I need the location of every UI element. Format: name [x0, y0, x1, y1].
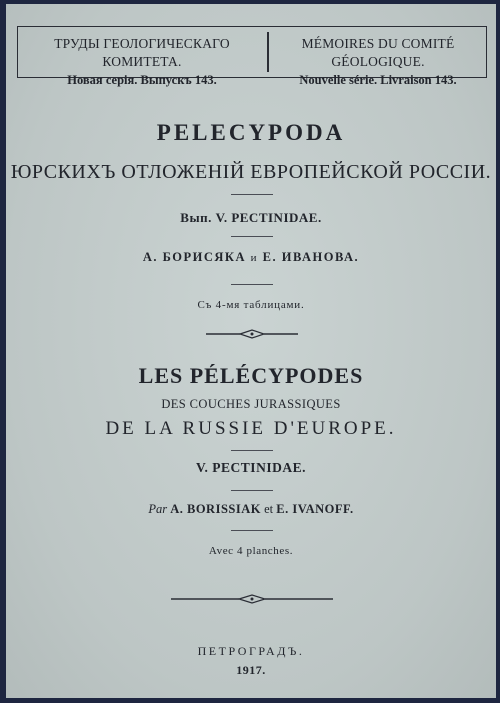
authors-ru: [6, 250, 496, 265]
title-ru: PELECYPODA: [156, 120, 346, 145]
short-rule: [231, 490, 273, 491]
short-rule: [231, 530, 273, 531]
subtitle-fr-line2: DE LA RUSSIE D'EUROPE.: [105, 418, 397, 439]
authors-fr: [6, 502, 496, 517]
subtitle-fr-line1: DES COUCHES JURASSIQUES: [161, 397, 341, 411]
imprint-year: 1917.: [236, 663, 266, 677]
series-issue-fr: Nouvelle série. Livraison 143.: [299, 73, 457, 87]
series-name-fr: MÉMOIRES DU COMITÉ GÉOLOGIQUE.: [301, 36, 455, 69]
title-page: [6, 4, 496, 698]
imprint-city: ПЕТРОГРАДЪ.: [197, 644, 305, 658]
plates-fr: Avec 4 planches.: [208, 545, 294, 557]
header-divider: [267, 32, 269, 72]
short-rule: [231, 194, 273, 195]
conjunction-ru: и: [250, 252, 259, 264]
author-ivanov-ru: Е. ИВАНОВА.: [262, 250, 360, 264]
series-header-french: [273, 35, 483, 89]
par-label: Par: [148, 502, 168, 516]
conjunction-fr: et: [264, 502, 274, 516]
series-header-box: [17, 26, 487, 87]
series-issue-ru: Новая серія. Выпускъ 143.: [67, 73, 217, 87]
plates-ru: Съ 4-мя таблицами.: [197, 299, 305, 311]
volume-ru: Вып. V. PECTINIDAE.: [180, 210, 322, 225]
author-ivanoff-fr: E. IVANOFF.: [276, 502, 354, 516]
subtitle-ru: ЮРСКИХЪ ОТЛОЖЕНІЙ ЕВРОПЕЙСКОЙ РОССІИ.: [10, 161, 492, 183]
ornament-rule: [171, 593, 333, 605]
author-borissiak-fr: A. BORISSIAK: [170, 502, 261, 516]
series-header-russian: [22, 35, 262, 89]
short-rule: [231, 284, 273, 285]
title-fr: LES PÉLÉCYPODES: [138, 363, 364, 388]
ornament-rule: [206, 328, 298, 340]
series-name-ru: ТРУДЫ ГЕОЛОГИЧЕСКАГО КОМИТЕТА.: [54, 36, 230, 69]
volume-fr: V. PECTINIDAE.: [196, 460, 306, 475]
author-borissiak-ru: А. БОРИСЯКА: [142, 250, 246, 264]
short-rule: [231, 236, 273, 237]
short-rule: [231, 450, 273, 451]
